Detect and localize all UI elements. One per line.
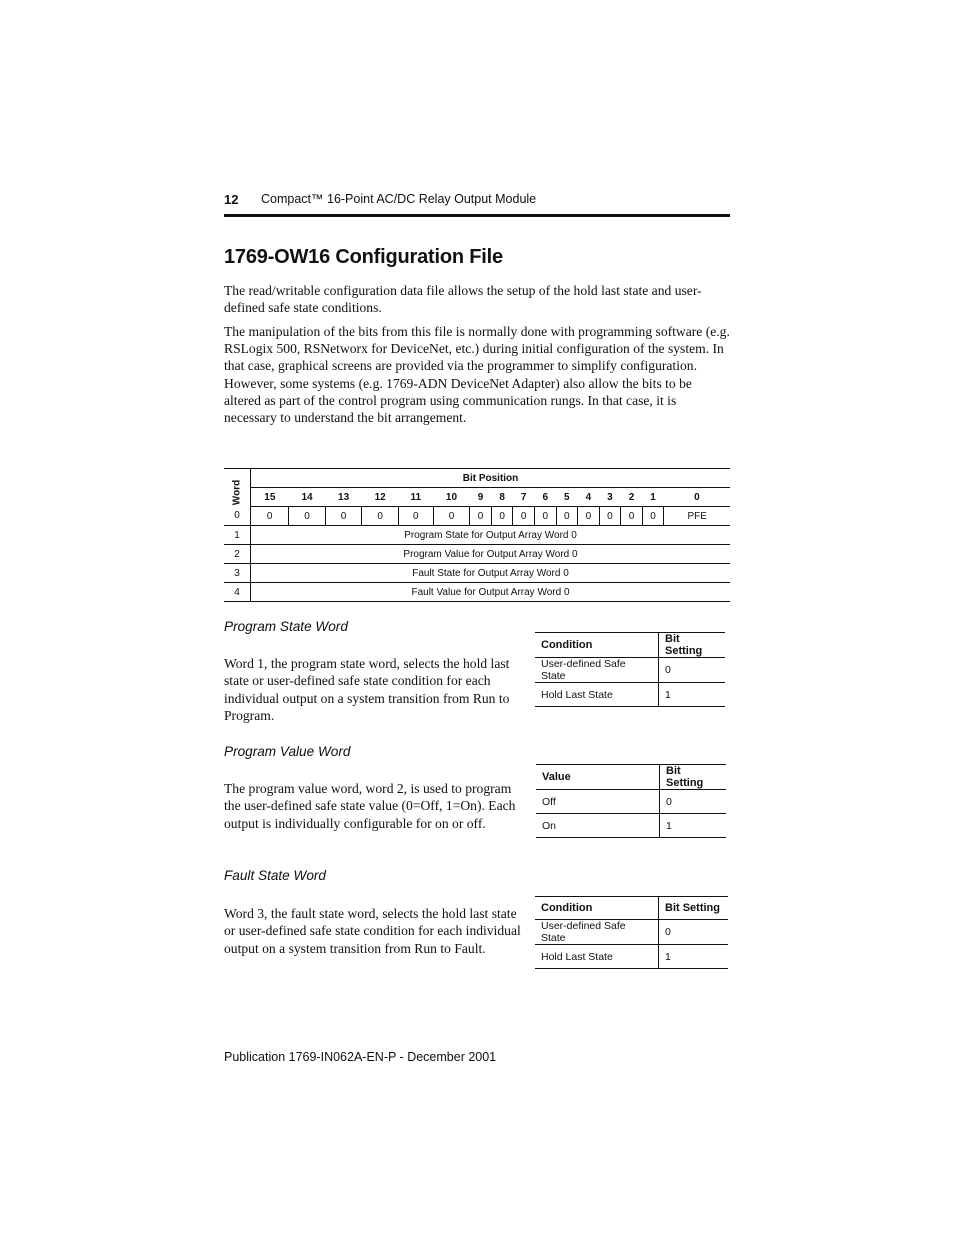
word-description: Program State for Output Array Word 0 xyxy=(251,526,731,545)
bit-header: 11 xyxy=(398,488,433,507)
word-number: 2 xyxy=(224,545,251,564)
header-rule xyxy=(224,214,730,217)
bit-value: 0 xyxy=(621,507,643,526)
bit-header: 13 xyxy=(325,488,362,507)
bit-header: 15 xyxy=(251,488,289,507)
table-row xyxy=(536,814,726,838)
bit-value: 0 xyxy=(513,507,535,526)
word-label: Word xyxy=(231,479,243,506)
table-cell: Hold Last State xyxy=(535,945,659,969)
table-cell: 0 xyxy=(660,790,727,814)
column-header: Value xyxy=(536,765,660,790)
table-cell: On xyxy=(536,814,660,838)
bit-position-header: Bit Position xyxy=(251,469,731,488)
table-row xyxy=(535,945,728,969)
bit-value: 0 xyxy=(398,507,433,526)
table-cell: User-defined Safe State xyxy=(535,920,659,945)
bit-header: 0 xyxy=(664,488,730,507)
table-cell: User-defined Safe State xyxy=(535,658,659,683)
table-cell: 1 xyxy=(660,814,727,838)
table-cell: 0 xyxy=(659,658,726,683)
table-row xyxy=(535,920,728,945)
table-row xyxy=(536,790,726,814)
bit-value: 0 xyxy=(599,507,621,526)
table-row xyxy=(224,545,730,564)
word-number: 3 xyxy=(224,564,251,583)
bit-value: 0 xyxy=(578,507,600,526)
table-cell: Hold Last State xyxy=(535,683,659,707)
program-value-heading: Program Value Word xyxy=(224,744,351,759)
bit-value: 0 xyxy=(642,507,664,526)
word-description: Fault Value for Output Array Word 0 xyxy=(251,583,731,602)
column-header: Bit Setting xyxy=(659,897,729,920)
page-header xyxy=(224,192,730,214)
section-title: 1769-OW16 Configuration File xyxy=(224,246,503,268)
running-title: Compact™ 16-Point AC/DC Relay Output Module xyxy=(261,192,537,206)
column-header: Bit Setting xyxy=(660,765,727,790)
table-row xyxy=(224,583,730,602)
fault-state-heading: Fault State Word xyxy=(224,868,326,883)
table-cell: Off xyxy=(536,790,660,814)
bit-header: 9 xyxy=(470,488,492,507)
table-cell: 0 xyxy=(659,920,729,945)
column-header: Condition xyxy=(535,633,659,658)
bit-value: 0 xyxy=(251,507,289,526)
manipulation-paragraph: The manipulation of the bits from this file is normally done with programming software (e.g. RSLogix 500, RSNetworx for DeviceNet, etc.) during initial configuration of the system. In that case, graphical screens are provided via the programmer to simplify configuration. However, some systems (e.g. 1769-ADN DeviceNet Adapter) also allow the bits to be altered as part of the control program using communication rungs. In that case, it is necessary to understand the bit arrangement. xyxy=(224,324,730,426)
program-value-text: The program value word, word 2, is used to program the user-defined safe state value (0=Off, 1=On). Each output is individually configurable for on or off. xyxy=(224,781,516,831)
bit-header: 2 xyxy=(621,488,643,507)
word-header xyxy=(224,469,251,507)
program-state-heading: Program State Word xyxy=(224,619,348,634)
bit-header: 4 xyxy=(578,488,600,507)
program-state-text: Word 1, the program state word, selects the hold last state or user-defined safe state condition for each individual output on a system transition from Run to Program. xyxy=(224,656,510,724)
table-row xyxy=(224,564,730,583)
intro-paragraph: The read/writable configuration data file allows the setup of the hold last state and user-defined safe state conditions. xyxy=(224,283,702,316)
bit-value: 0 xyxy=(556,507,578,526)
page-number: 12 xyxy=(224,192,239,207)
table-cell: 1 xyxy=(659,945,729,969)
program-state-table xyxy=(535,632,725,707)
word-description: Fault State for Output Array Word 0 xyxy=(251,564,731,583)
publication-footer: Publication 1769-IN062A-EN-P - December 2001 xyxy=(224,1050,497,1064)
bit-value: 0 xyxy=(433,507,470,526)
bit-value: PFE xyxy=(664,507,730,526)
table-row xyxy=(224,526,730,545)
word-description: Program Value for Output Array Word 0 xyxy=(251,545,731,564)
table-row xyxy=(535,683,725,707)
bit-header: 5 xyxy=(556,488,578,507)
bit-value: 0 xyxy=(491,507,513,526)
bit-header: 1 xyxy=(642,488,664,507)
table-row xyxy=(535,658,725,683)
table-cell: 1 xyxy=(659,683,726,707)
bit-value: 0 xyxy=(362,507,399,526)
bit-header: 14 xyxy=(289,488,326,507)
bit-value: 0 xyxy=(534,507,556,526)
column-header: Condition xyxy=(535,897,659,920)
bit-header: 6 xyxy=(534,488,556,507)
bit-header: 10 xyxy=(433,488,470,507)
bit-value: 0 xyxy=(289,507,326,526)
word-number: 0 xyxy=(224,507,251,526)
column-header: Bit Setting xyxy=(659,633,726,658)
bit-header: 12 xyxy=(362,488,399,507)
bit-position-table xyxy=(224,468,730,602)
fault-state-text: Word 3, the fault state word, selects the hold last state or user-defined safe state condition for each individual output on a system transition from Run to Fault. xyxy=(224,906,521,956)
bit-header: 3 xyxy=(599,488,621,507)
bit-header: 7 xyxy=(513,488,535,507)
table-row xyxy=(224,507,730,526)
word-number: 1 xyxy=(224,526,251,545)
bit-value: 0 xyxy=(470,507,492,526)
bit-header: 8 xyxy=(491,488,513,507)
bit-value: 0 xyxy=(325,507,362,526)
fault-state-table xyxy=(535,896,728,969)
word-number: 4 xyxy=(224,583,251,602)
program-value-table xyxy=(536,764,726,838)
